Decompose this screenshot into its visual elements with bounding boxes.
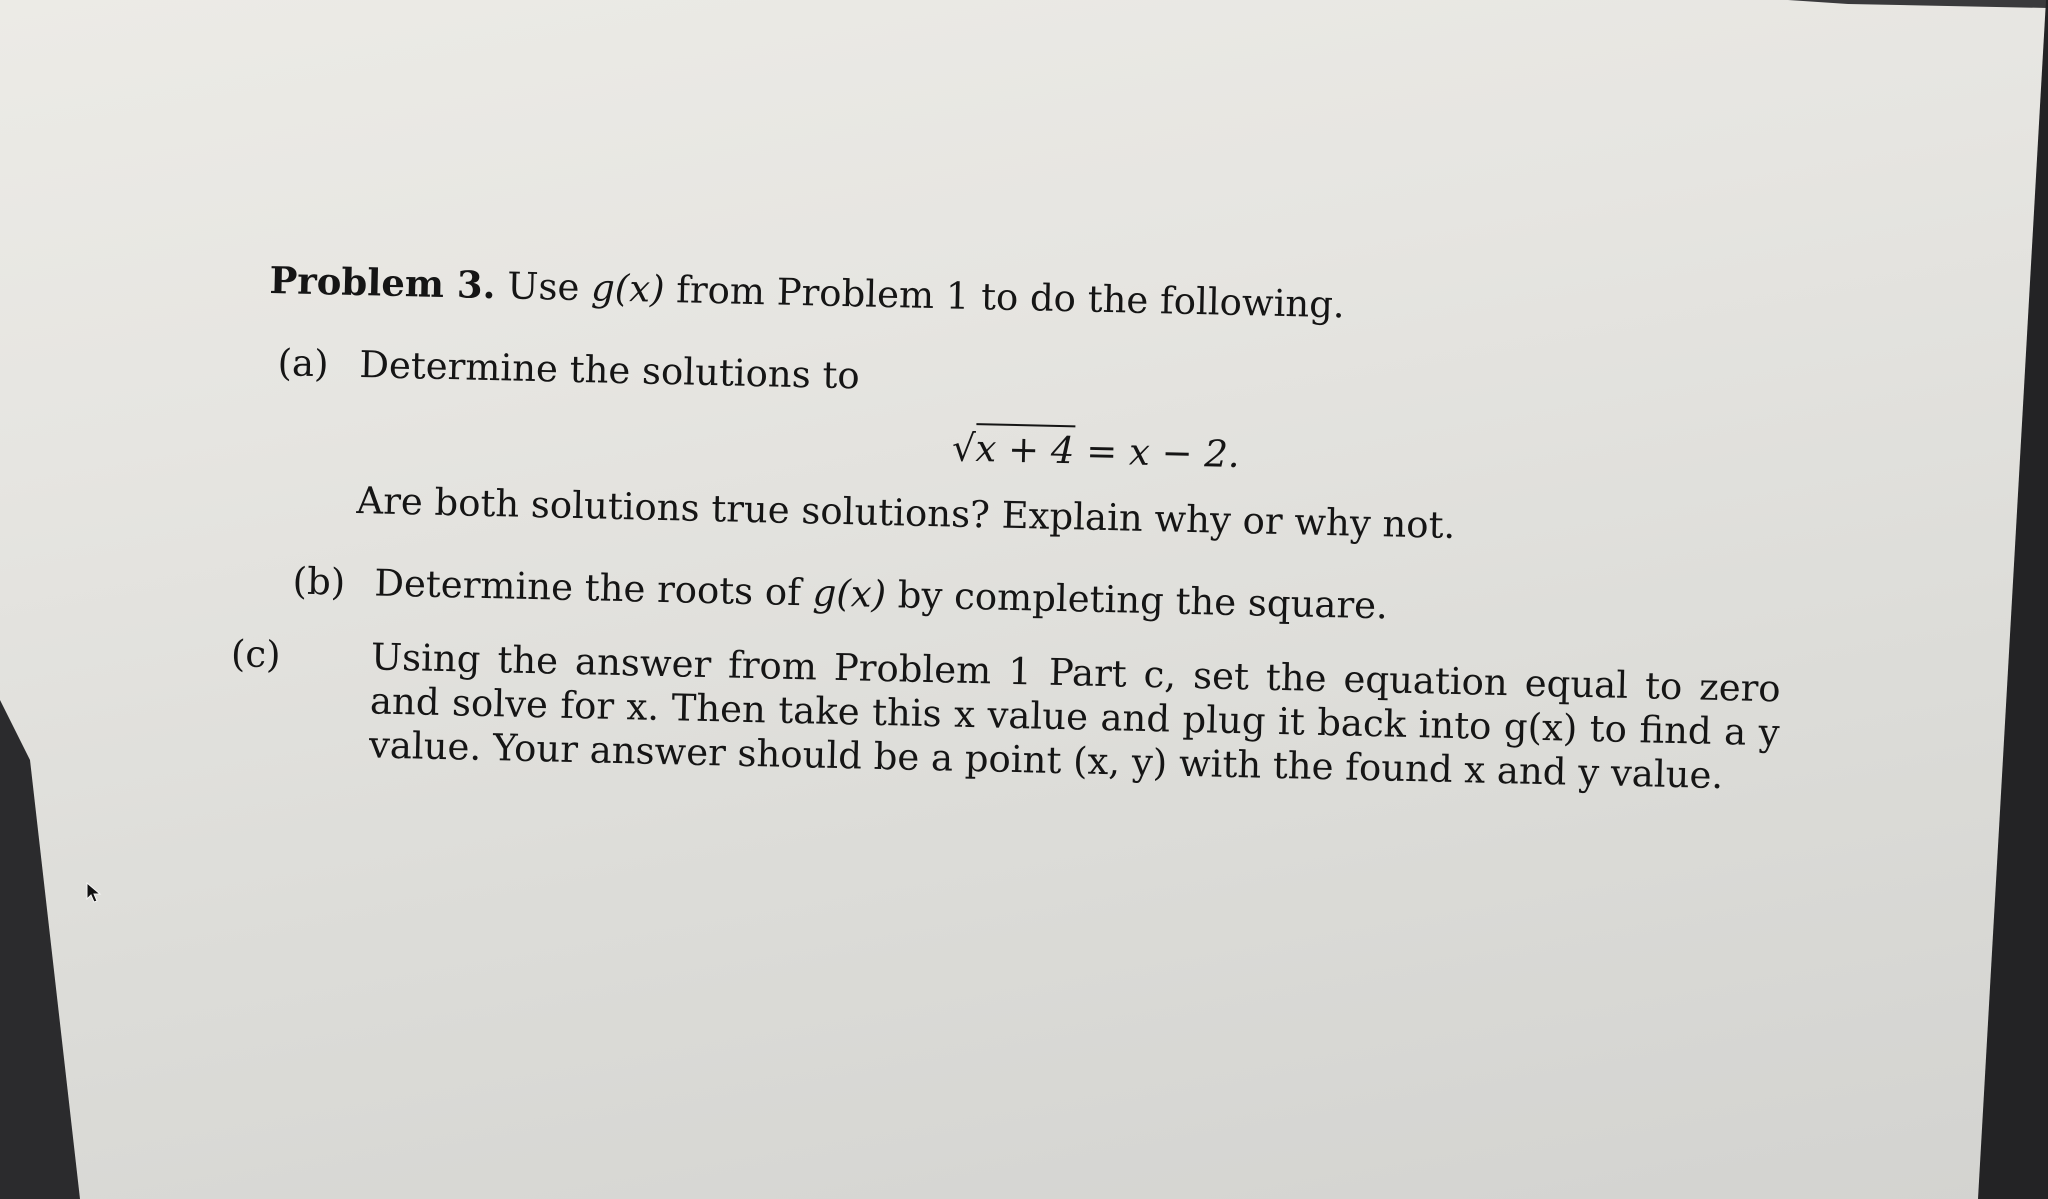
part-a-note: Are both solutions true solutions? Explain why or why not. (356, 479, 1456, 547)
part-b (262, 559, 1793, 638)
mouse-cursor-icon (86, 882, 104, 904)
problem-label: Problem 3. (269, 258, 497, 308)
part-b-label: (b) (292, 559, 346, 604)
equation (266, 411, 1797, 490)
monitor-bezel-top (1788, 0, 2048, 8)
monitor-bezel-right (1958, 0, 2048, 1199)
part-b-text-pre: Determine the roots of (373, 561, 814, 615)
problem-intro-pre: Use (506, 264, 592, 310)
monitor-bezel-left (0, 0, 80, 1199)
part-a (267, 341, 1798, 420)
problem-header (269, 258, 1800, 338)
part-a-text: Determine the solutions to (358, 343, 861, 398)
problem-document (230, 258, 1799, 800)
part-c-label: (c) (230, 632, 282, 677)
part-c (230, 632, 1791, 800)
part-b-text-post: by completing the square. (885, 573, 1389, 628)
part-c-text: Using the answer from Problem 1 Part c, set the equation equal to zero and solve for x. Then take this x value and plug it back into g(x) to find a y value. Your answer should be a point (x, y) with the found x and y value. (368, 635, 1782, 798)
part-b-func: g(x) (812, 571, 887, 617)
equation-rhs: = x − 2. (1073, 429, 1241, 477)
part-c-body (230, 632, 1782, 800)
problem-func: g(x) (590, 266, 666, 311)
problem-intro-post: from Problem 1 to do the following. (664, 267, 1346, 327)
sqrt-symbol: √ (951, 426, 977, 471)
part-a-label: (a) (277, 341, 330, 386)
equation-radicand: x + 4 (975, 423, 1075, 472)
